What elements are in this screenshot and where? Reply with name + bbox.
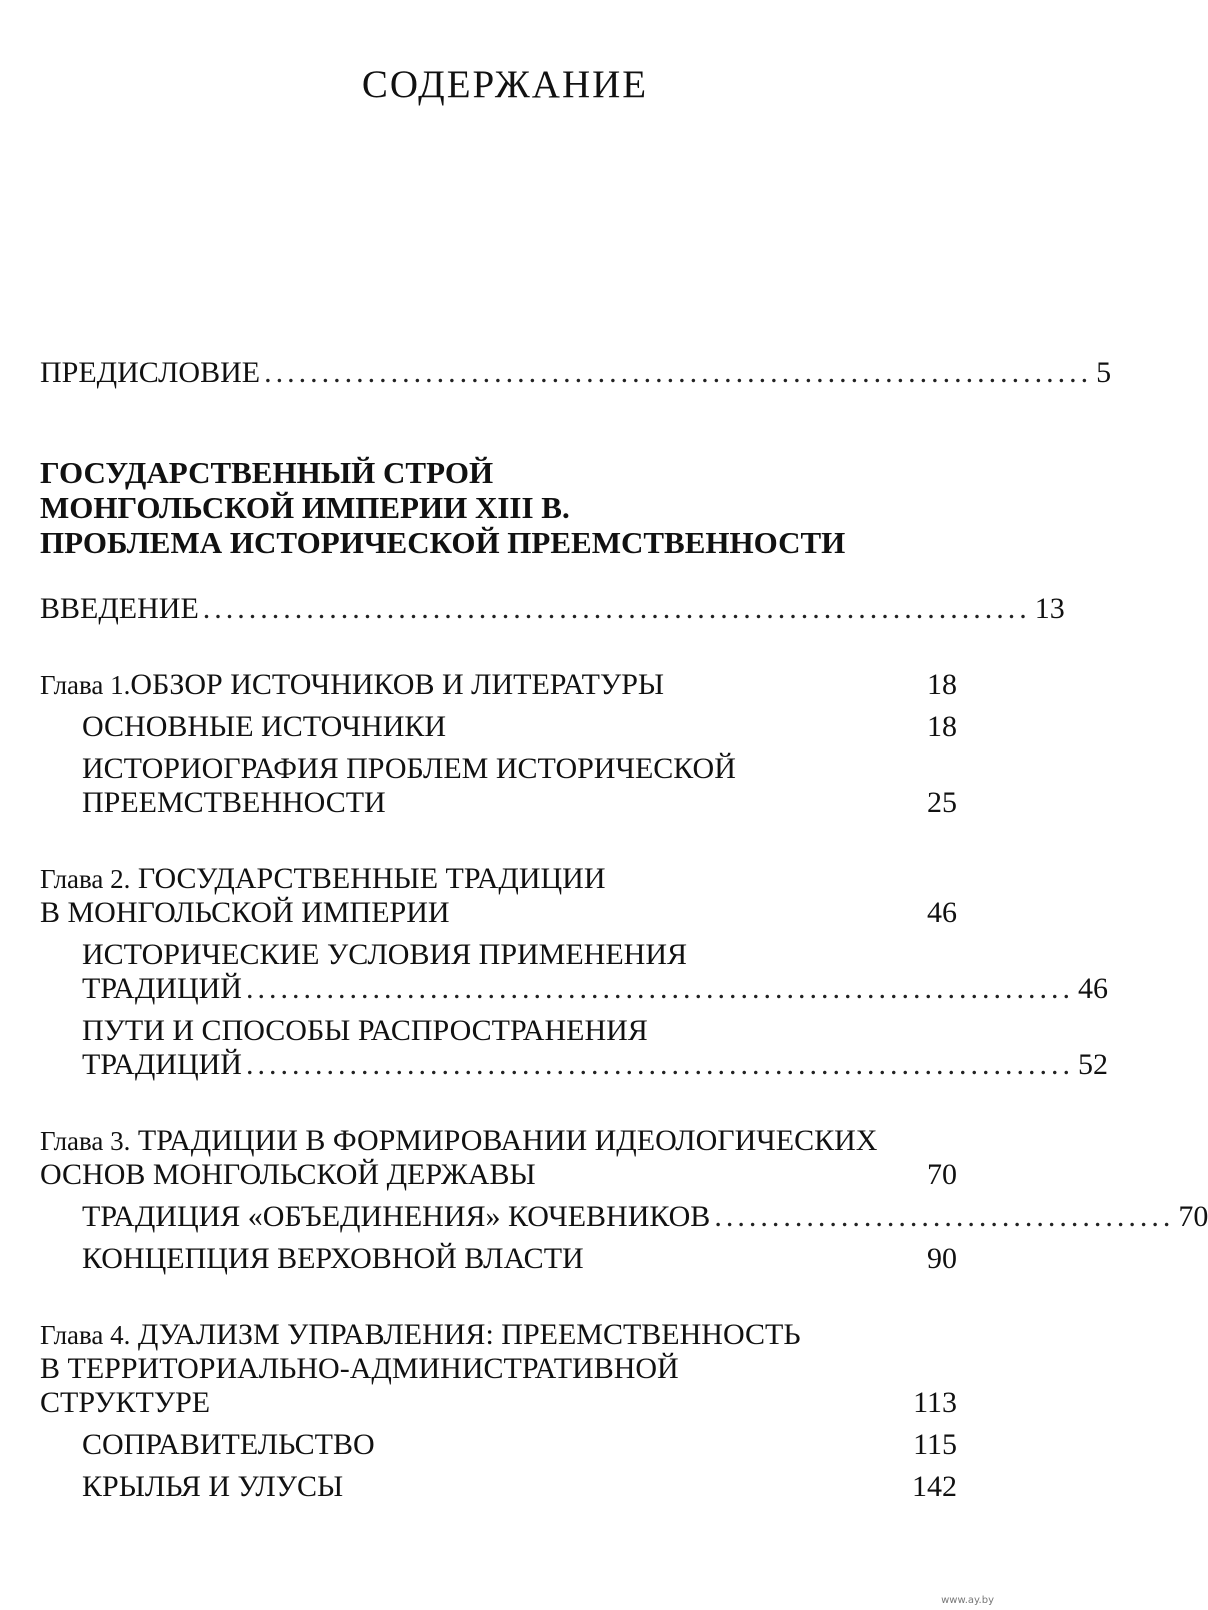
chapter-title: ОБЗОР ИСТОЧНИКОВ И ЛИТЕРАТУРЫ: [130, 668, 665, 701]
section-title: ПРЕЕМСТВЕННОСТИ: [82, 786, 386, 819]
page-number: 70: [927, 1158, 957, 1191]
page-number: 25: [927, 786, 957, 819]
watermark: www.ay.by: [941, 1595, 994, 1606]
page-number: 115: [913, 1428, 957, 1461]
chapter-title: ГОСУДАРСТВЕННЫЕ ТРАДИЦИИ: [137, 862, 606, 895]
part-title-line-3: ПРОБЛЕМА ИСТОРИЧЕСКОЙ ПРЕЕМСТВЕННОСТИ: [40, 525, 846, 560]
section-title: ТРАДИЦИЙ: [82, 972, 242, 1005]
toc-section-4-2: [82, 1470, 957, 1504]
chapter-prefix: Глава 2.: [40, 864, 131, 894]
section-title: ТРАДИЦИЯ «ОБЪЕДИНЕНИЯ» КОЧЕВНИКОВ: [82, 1200, 711, 1233]
chapter-prefix: Глава 1.: [40, 670, 131, 700]
toc-section-3-1: [82, 1200, 1208, 1234]
dot-leader: ........................................................................: [264, 356, 1093, 389]
section-title: КРЫЛЬЯ И УЛУСЫ: [82, 1470, 344, 1503]
toc-chapter-4-line-1: [40, 1318, 957, 1352]
page-title: СОДЕРЖАНИЕ: [361, 63, 649, 106]
toc-entry-preface: [40, 356, 1112, 390]
page-number: 52: [1077, 1048, 1108, 1081]
part-title-line-1: ГОСУДАРСТВЕННЫЙ СТРОЙ: [40, 455, 494, 490]
section-title: ИСТОРИОГРАФИЯ ПРОБЛЕМ ИСТОРИЧЕСКОЙ: [82, 752, 736, 785]
toc-entry-introduction: [40, 592, 1065, 626]
toc-section-2-1-line-2: [82, 972, 1108, 1006]
toc-section-4-1: [82, 1428, 957, 1462]
dot-leader: ........................................................................: [245, 972, 1074, 1005]
toc-chapter-1: [40, 668, 957, 702]
section-title: ИСТОРИЧЕСКИЕ УСЛОВИЯ ПРИМЕНЕНИЯ: [82, 938, 687, 971]
page-number: 18: [927, 710, 957, 743]
chapter-title: ОСНОВ МОНГОЛЬСКОЙ ДЕРЖАВЫ: [40, 1158, 536, 1191]
page-number: 46: [1077, 972, 1108, 1005]
toc-section-2-1-line-1: [82, 938, 957, 972]
toc-section-2-2-line-1: [82, 1014, 957, 1048]
toc-section-2-2-line-2: [82, 1048, 1108, 1082]
toc-chapter-3-line-2: [40, 1158, 957, 1192]
part-title-line-2: МОНГОЛЬСКОЙ ИМПЕРИИ XIII В.: [40, 490, 570, 525]
chapter-prefix: Глава 4.: [40, 1320, 131, 1350]
entry-title: ВВЕДЕНИЕ: [40, 592, 199, 625]
page-number: 142: [912, 1470, 957, 1503]
chapter-prefix: Глава 3.: [40, 1126, 131, 1156]
entry-title: ПРЕДИСЛОВИЕ: [40, 356, 261, 389]
dot-leader: ........................................................................: [202, 592, 1031, 625]
section-title: СОПРАВИТЕЛЬСТВО: [82, 1428, 375, 1461]
toc-section-3-2: [82, 1242, 957, 1276]
section-title: ОСНОВНЫЕ ИСТОЧНИКИ: [82, 710, 447, 743]
page-number: 46: [927, 896, 957, 929]
page-number: 18: [927, 668, 957, 701]
section-title: ТРАДИЦИЙ: [82, 1048, 242, 1081]
toc-chapter-2-line-1: [40, 862, 957, 896]
chapter-title: ДУАЛИЗМ УПРАВЛЕНИЯ: ПРЕЕМСТВЕННОСТЬ: [137, 1318, 801, 1351]
page-number: 13: [1034, 592, 1065, 625]
dot-leader: ........................................................................: [245, 1048, 1074, 1081]
chapter-title: СТРУКТУРЕ: [40, 1386, 211, 1419]
section-title: КОНЦЕПЦИЯ ВЕРХОВНОЙ ВЛАСТИ: [82, 1242, 584, 1275]
page-number: 5: [1096, 356, 1112, 389]
page-number: 90: [927, 1242, 957, 1275]
chapter-title: В МОНГОЛЬСКОЙ ИМПЕРИИ: [40, 896, 450, 929]
toc-chapter-4-line-2: [40, 1352, 957, 1386]
chapter-title: ТРАДИЦИИ В ФОРМИРОВАНИИ ИДЕОЛОГИЧЕСКИХ: [137, 1124, 878, 1157]
toc-chapter-4-line-3: [40, 1386, 957, 1420]
toc-section-1-2-line-2: [82, 786, 957, 820]
toc-chapter-3-line-1: [40, 1124, 957, 1158]
section-title: ПУТИ И СПОСОБЫ РАСПРОСТРАНЕНИЯ: [82, 1014, 648, 1047]
page-number: 113: [913, 1386, 957, 1419]
toc-chapter-2-line-2: [40, 896, 957, 930]
chapter-title: В ТЕРРИТОРИАЛЬНО-АДМИНИСТРАТИВНОЙ: [40, 1352, 679, 1385]
dot-leader: ........................................: [714, 1200, 1175, 1233]
toc-section-1-2-line-1: [82, 752, 957, 786]
page-number: 70: [1178, 1200, 1208, 1233]
toc-section-1-1: [82, 710, 957, 744]
